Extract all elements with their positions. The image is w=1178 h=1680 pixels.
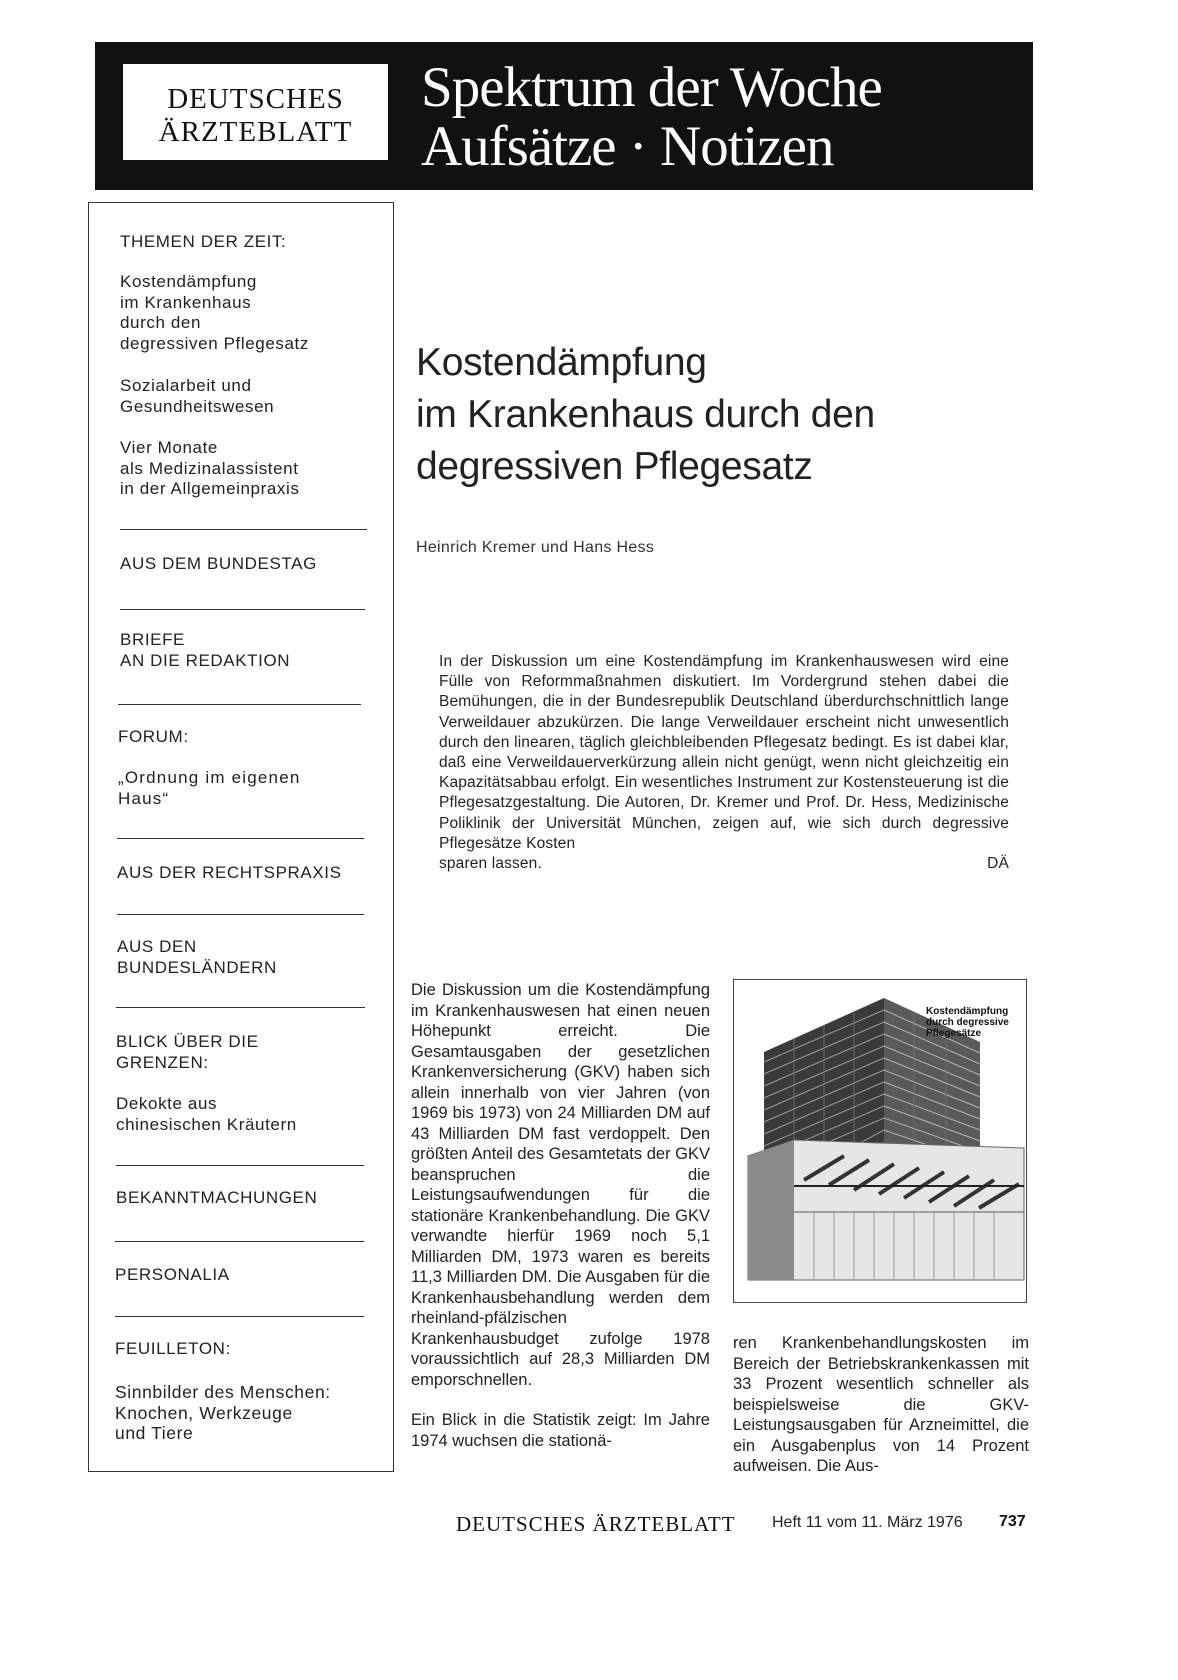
article-authors: Heinrich Kremer und Hans Hess <box>416 539 655 556</box>
contents-sidebar <box>88 202 394 1472</box>
toc-line: Knochen, Werkzeuge <box>115 1402 293 1423</box>
toc-line: Dekokte aus <box>116 1094 218 1113</box>
divider <box>118 704 361 705</box>
article-abstract <box>439 652 1009 874</box>
toc-heading-blick <box>116 1032 259 1073</box>
abstract-text: In der Diskussion um eine Kostendämpfung im Krankenhauswesen wird eine Fülle von Reformmaßnahmen diskutiert. Im Vordergrund stehen dabei die Bemühungen, die in der Bundesrepublik Deutschland überdurchschnittlich lange Verweildauer abzukürzen. Die lange Verweildauer erscheint nicht unwesentlich durch den linearen, täglich gleichbleibenden Pflegesatz bedingt. Es ist dabei klar, daß eine Verweildauerverkürzung allein nicht genügt, wenn nicht gleichzeitig ein Kapazitätsabbau erfolgt. Ein wesentliches Instrument zur Kostensteuerung ist die Pflegesatzgestaltung. Die Autoren, Dr. Kremer und Prof. Dr. Hess, Medizinische Poliklinik der Universität München, zeigen auf, wie sich durch degressive Pflegesätze Kosten <box>439 653 1009 852</box>
toc-heading-feuilleton: FEUILLETON: <box>115 1339 231 1358</box>
divider <box>116 1165 364 1166</box>
toc-line: als Medizinalassistent <box>120 458 299 478</box>
toc-line: BRIEFE <box>120 630 186 649</box>
hospital-building-figure <box>733 979 1027 1303</box>
logo-line-1: DEUTSCHES <box>167 83 344 115</box>
logo-line-2: ÄRZTEBLATT <box>158 116 353 148</box>
masthead <box>95 42 1033 190</box>
body-column-1 <box>411 980 710 1451</box>
toc-line: Kostendämpfung <box>120 272 257 291</box>
article-headline <box>416 337 875 493</box>
body-column-2 <box>733 1333 1029 1477</box>
toc-line: „Ordnung im eigenen <box>118 768 301 787</box>
toc-line: Haus“ <box>118 788 170 808</box>
page-number: 737 <box>999 1513 1026 1530</box>
toc-section-bekanntmachungen[interactable]: BEKANNTMACHUNGEN <box>116 1188 318 1207</box>
toc-line: Sinnbilder des Menschen: <box>115 1382 331 1402</box>
abstract-last-line: sparen lassen. <box>439 855 542 873</box>
toc-line: in der Allgemeinpraxis <box>120 479 300 498</box>
toc-item-medizinalassistent[interactable] <box>120 438 300 500</box>
toc-line: BLICK ÜBER DIE <box>116 1032 259 1051</box>
toc-item-dekokte[interactable] <box>116 1094 297 1135</box>
toc-heading-forum: FORUM: <box>118 727 189 746</box>
abstract-signature: DÄ <box>987 855 1009 873</box>
toc-line: AUS DEN <box>117 937 197 956</box>
toc-item-ordnung[interactable] <box>118 768 301 809</box>
headline-line: im Krankenhaus durch den <box>416 393 875 436</box>
body-paragraph: Die Diskussion um die Kostendämpfung im Krankenhauswesen hat einen neuen Höhepunkt erreicht. Die Gesamtausgaben der gesetzlichen Krankenversicherung (GKV) haben sich allein innerhalb von vier Jahren (von 1969 bis 1973) von 24 Milliarden DM auf 43 Milliarden DM fast verdoppelt. Den größten Anteil des Gesamtetats der GKV beanspruchen die Leistungsaufwendungen für die stationäre Krankenbehandlung. Die GKV verwandte hierfür 1969 noch 5,1 Milliarden DM, 1973 waren es bereits 11,3 Milliarden DM. Die Ausgaben für die Krankenhausbehandlung werden dem rheinland-pfälzischen Krankenhausbudget zufolge 1978 voraussichtlich auf 28,3 Milliarden DM emporschnellen. <box>411 981 710 1389</box>
toc-item-sozialarbeit[interactable] <box>120 376 274 417</box>
caption-line: durch degressive <box>926 1017 1009 1028</box>
toc-line: Gesundheitswesen <box>120 396 275 416</box>
footer-issue: Heft 11 vom 11. März 1976 <box>772 1514 963 1531</box>
toc-line: Vier Monate <box>120 438 218 457</box>
divider <box>115 1241 364 1242</box>
toc-line: BUNDESLÄNDERN <box>117 957 277 977</box>
journal-logo <box>123 64 388 160</box>
toc-item-kostendaempfung[interactable] <box>120 272 309 354</box>
headline-line: degressiven Pflegesatz <box>416 445 813 488</box>
divider <box>117 914 364 915</box>
toc-line: chinesischen Kräutern <box>116 1114 297 1134</box>
toc-line: durch den <box>120 313 202 332</box>
toc-line: Sozialarbeit und <box>120 376 252 395</box>
abstract-end <box>439 854 1009 874</box>
toc-line: und Tiere <box>115 1423 194 1443</box>
toc-line: degressiven Pflegesatz <box>120 333 309 353</box>
body-paragraph: ren Krankenbehandlungskosten im Bereich der Betriebskrankenkassen mit 33 Prozent wesentlich schneller als beispielsweise die GKV-Leistungsausgaben für Arzneimittel, die ein Ausgabenplus von 14 Prozent aufweisen. Die Aus- <box>733 1334 1029 1475</box>
section-title-line-2: Aufsätze · Notizen <box>421 115 834 178</box>
toc-line: GRENZEN: <box>116 1052 209 1072</box>
figure-caption <box>926 1006 1009 1039</box>
toc-heading-themen: THEMEN DER ZEIT: <box>120 232 287 251</box>
caption-line: Pflegesätze <box>926 1028 982 1039</box>
headline-line: Kostendämpfung <box>416 341 707 384</box>
body-paragraph: Ein Blick in die Statistik zeigt: Im Jahre 1974 wuchsen die stationä- <box>411 1411 710 1450</box>
toc-line: im Krankenhaus <box>120 292 252 312</box>
toc-section-personalia[interactable]: PERSONALIA <box>115 1265 230 1284</box>
divider <box>116 1007 365 1008</box>
toc-section-rechtspraxis[interactable]: AUS DER RECHTSPRAXIS <box>117 863 342 882</box>
toc-section-briefe[interactable] <box>120 630 290 671</box>
divider <box>120 529 367 530</box>
caption-line: Kostendämpfung <box>926 1006 1009 1017</box>
divider <box>120 609 365 610</box>
footer-journal-name: DEUTSCHES ÄRZTEBLATT <box>456 1512 736 1536</box>
toc-item-sinnbilder[interactable] <box>115 1382 331 1444</box>
section-title-line-1: Spektrum der Woche <box>421 56 882 119</box>
toc-section-bundestag[interactable]: AUS DEM BUNDESTAG <box>120 554 317 573</box>
toc-line: AN DIE REDAKTION <box>120 650 291 670</box>
divider <box>115 1316 364 1317</box>
divider <box>117 838 364 839</box>
toc-section-bundeslaender[interactable] <box>117 937 277 978</box>
